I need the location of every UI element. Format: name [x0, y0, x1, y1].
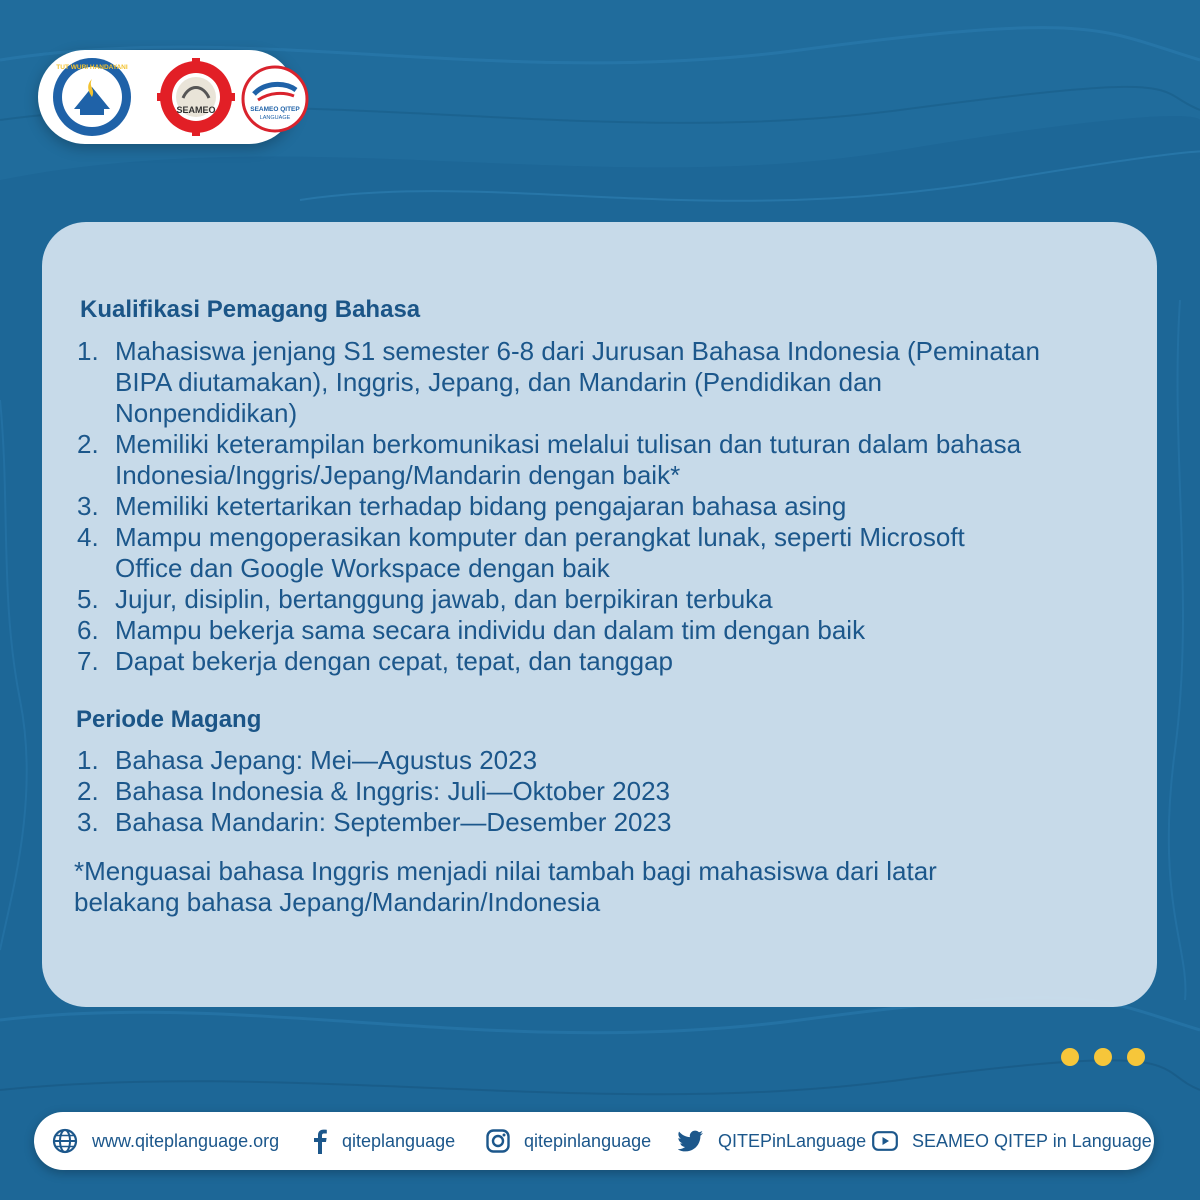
list-item	[77, 615, 1147, 646]
list-item	[77, 776, 1147, 807]
list-line: Bahasa Jepang: Mei—Agustus 2023	[115, 745, 538, 775]
website-text: www.qiteplanguage.org	[92, 1130, 280, 1151]
twitter-icon	[678, 1130, 704, 1152]
period-list	[77, 745, 1147, 838]
list-line: BIPA diutamakan), Inggris, Jepang, dan Mandarin (Pendidikan dan	[115, 367, 882, 397]
list-line: Memiliki ketertarikan terhadap bidang pengajaran bahasa asing	[115, 491, 847, 521]
facebook-text: qiteplanguage	[342, 1130, 456, 1151]
footer-bar	[34, 1112, 1154, 1170]
list-line: Dapat bekerja dengan cepat, tepat, dan tanggap	[115, 646, 673, 676]
list-number: 1.	[77, 745, 99, 775]
instagram-text: qitepinlanguage	[524, 1130, 652, 1151]
footnote-line: *Menguasai bahasa Inggris menjadi nilai tambah bagi mahasiswa dari latar	[74, 856, 937, 886]
facebook-link[interactable]	[312, 1112, 455, 1170]
qitep-logo-line2: LANGUAGE	[259, 115, 291, 121]
seameo-label: SEAMEO	[176, 105, 216, 115]
list-item	[77, 584, 1147, 615]
tut-wuri-handayani-logo	[52, 57, 132, 137]
footnote	[74, 856, 1088, 918]
list-line: Jujur, disiplin, bertanggung jawab, dan berpikiran terbuka	[115, 584, 773, 614]
list-number: 6.	[77, 615, 99, 645]
period-heading: Periode Magang	[76, 706, 262, 733]
list-line: Memiliki keterampilan berkomunikasi melalui tulisan dan tuturan dalam bahasa	[115, 429, 1022, 459]
list-number: 1.	[77, 336, 99, 366]
list-line: Nonpendidikan)	[115, 398, 298, 428]
twitter-link[interactable]	[678, 1112, 866, 1170]
website-link[interactable]	[52, 1112, 279, 1170]
qitep-logo-line1: SEAMEO QITEP	[250, 106, 300, 113]
list-item	[77, 429, 1147, 491]
list-line: Indonesia/Inggris/Jepang/Mandarin dengan baik*	[115, 460, 681, 490]
qitep-language-logo	[240, 64, 310, 134]
qualifications-heading: Kualifikasi Pemagang Bahasa	[80, 296, 421, 323]
logo-bar	[38, 50, 300, 144]
list-line: Bahasa Mandarin: September—Desember 2023	[115, 807, 672, 837]
list-number: 4.	[77, 522, 99, 552]
qualifications-list	[77, 336, 1147, 677]
carousel-dot	[1127, 1048, 1145, 1066]
list-item	[77, 745, 1147, 776]
list-line: Mahasiswa jenjang S1 semester 6-8 dari Jurusan Bahasa Indonesia (Peminatan	[115, 336, 1040, 366]
instagram-icon	[486, 1129, 510, 1153]
list-item	[77, 336, 1147, 429]
twitter-text: QITEPinLanguage	[718, 1130, 867, 1151]
list-item	[77, 646, 1147, 677]
list-number: 7.	[77, 646, 99, 676]
instagram-link[interactable]	[486, 1112, 651, 1170]
carousel-dot	[1094, 1048, 1112, 1066]
list-line: Mampu mengoperasikan komputer dan perangkat lunak, seperti Microsoft	[115, 522, 965, 552]
list-line: Bahasa Indonesia & Inggris: Juli—Oktober 2023	[115, 776, 671, 806]
globe-icon	[52, 1128, 78, 1154]
list-line: Office dan Google Workspace dengan baik	[115, 553, 610, 583]
list-item	[77, 807, 1147, 838]
youtube-link[interactable]	[872, 1112, 1152, 1170]
youtube-text: SEAMEO QITEP in Language	[912, 1130, 1152, 1151]
tut-wuri-motto: TUT WURI HANDAYANI	[56, 64, 128, 71]
youtube-icon	[872, 1131, 898, 1151]
list-number: 3.	[77, 807, 99, 837]
list-item	[77, 491, 1147, 522]
list-line: Mampu bekerja sama secara individu dan dalam tim dengan baik	[115, 615, 866, 645]
list-number: 2.	[77, 776, 99, 806]
carousel-dot	[1061, 1048, 1079, 1066]
facebook-icon	[312, 1128, 328, 1154]
list-item	[77, 522, 1147, 584]
list-number: 5.	[77, 584, 99, 614]
list-number: 2.	[77, 429, 99, 459]
footnote-line: belakang bahasa Jepang/Mandarin/Indonesia	[74, 887, 601, 917]
list-number: 3.	[77, 491, 99, 521]
seameo-logo	[141, 58, 251, 136]
